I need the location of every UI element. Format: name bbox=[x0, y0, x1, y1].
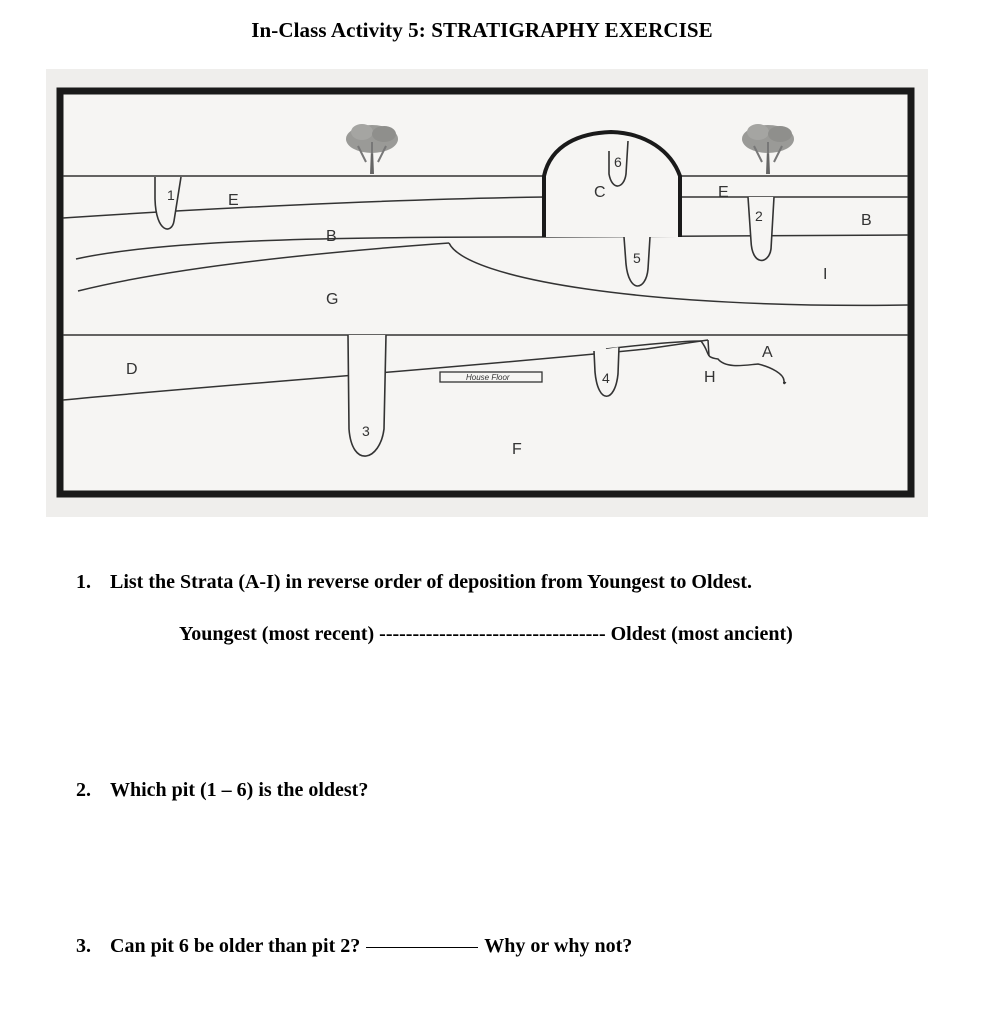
stratum-label-f: F bbox=[512, 441, 522, 458]
pit-label-5: 5 bbox=[633, 250, 641, 266]
stratum-label-e: E bbox=[228, 192, 239, 209]
scale-dashes: ---------------------------------- bbox=[379, 623, 606, 645]
oldest-label: Oldest (most ancient) bbox=[610, 623, 793, 645]
pit-2 bbox=[748, 197, 774, 260]
youngest-label: Youngest (most recent) bbox=[179, 623, 375, 645]
question-text: Can pit 6 be older than pit 2? bbox=[110, 935, 361, 957]
stratum-label-a: A bbox=[762, 344, 773, 361]
pit-label-6: 6 bbox=[614, 154, 622, 170]
pit-label-3: 3 bbox=[362, 423, 370, 439]
why-text: Why or why not? bbox=[484, 935, 633, 957]
house-floor-label: House Floor bbox=[466, 373, 510, 382]
question-2 bbox=[76, 779, 368, 802]
stratum-label-b: B bbox=[861, 212, 872, 229]
stratum-label-h: H bbox=[704, 369, 716, 386]
stratum-label-c: C bbox=[594, 184, 606, 201]
question-number: 1. bbox=[76, 571, 91, 593]
answer-blank[interactable] bbox=[366, 946, 478, 948]
pit-label-2: 2 bbox=[755, 208, 763, 224]
question-number: 2. bbox=[76, 779, 91, 801]
stratum-label-b: B bbox=[326, 228, 337, 245]
pit-label-4: 4 bbox=[602, 370, 610, 386]
stratum-label-i: I bbox=[823, 266, 828, 283]
youngest-oldest-scale bbox=[179, 623, 793, 646]
question-number: 3. bbox=[76, 935, 91, 957]
page-title: In-Class Activity 5: STRATIGRAPHY EXERCISE bbox=[251, 18, 713, 42]
question-text: List the Strata (A-I) in reverse order of deposition from Youngest to Oldest. bbox=[110, 571, 752, 593]
pit-label-1: 1 bbox=[167, 187, 175, 203]
question-1 bbox=[76, 571, 752, 594]
stratigraphy-figure bbox=[46, 69, 928, 517]
stratum-label-d: D bbox=[126, 361, 138, 378]
question-3 bbox=[76, 935, 632, 958]
question-text: Which pit (1 – 6) is the oldest? bbox=[110, 779, 369, 801]
stratum-label-g: G bbox=[326, 291, 339, 308]
stratum-label-e: E bbox=[718, 184, 729, 201]
